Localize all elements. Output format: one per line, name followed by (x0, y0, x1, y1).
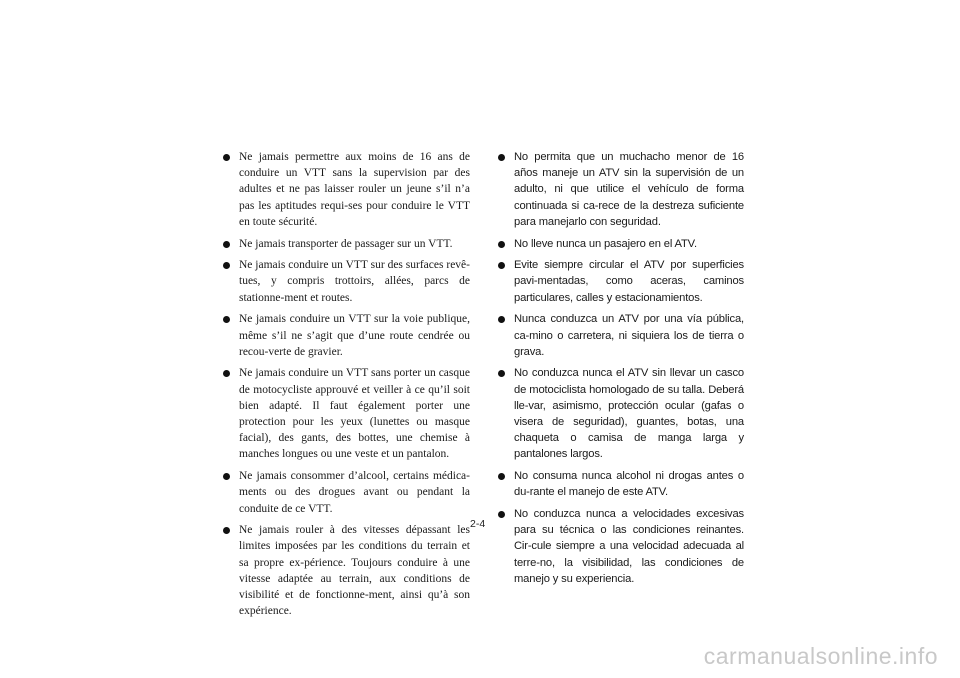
list-item-text: No conduzca nunca el ATV sin llevar un casco de motociclista homologado de su talla. Deberá lle-var, asimismo, protección ocular (gafas o visera de seguridad), guantes, botas, una chaqueta o camisa de manga larga y pantalones largos. (514, 367, 744, 461)
list-item (497, 365, 744, 462)
watermark: carmanualsonline.info (703, 643, 938, 669)
bullet-icon (223, 262, 230, 269)
bullet-icon (498, 241, 505, 248)
list-item-text: Ne jamais permettre aux moins de 16 ans de conduire un VTT sans la supervision par des adultes et ne pas laisser rouler un jeune s’il n’a pas les aptitudes requi-ses pour conduire le VTT en toute sécurité. (239, 151, 470, 228)
list-item (222, 365, 470, 462)
list-item-text: No consuma nunca alcohol ni drogas antes o du-rante el manejo de este ATV. (514, 470, 744, 499)
list-item (222, 149, 470, 230)
list-item-text: No lleve nunca un pasajero en el ATV. (514, 237, 697, 250)
list-item-text: Ne jamais conduire un VTT sur la voie publique, même s’il ne s’agit que d’une route cendrée ou recou-verte de gravier. (239, 313, 470, 358)
french-column (222, 149, 470, 625)
list-item-text: No permita que un muchacho menor de 16 años maneje un ATV sin la supervisión de un adulto, ni que utilice el vehículo de forma continuada si ca-rece de la destreza suficiente para manejarlo con seguridad. (514, 151, 744, 228)
list-item (497, 257, 744, 306)
list-item-text: Evite siempre circular el ATV por superficies pavi-mentadas, como aceras, caminos particulares, calles y estacionamientos. (514, 259, 744, 304)
list-item (497, 506, 744, 587)
list-item (222, 311, 470, 360)
list-item-text: Ne jamais rouler à des vitesses dépassant les limites imposées par les conditions du terrain et sa propre ex-périence. Toujours conduire à une vitesse adaptée au terrain, aux conditions de visibilité et de fonctionne-ment, ainsi qu’à son expérience. (239, 524, 470, 618)
list-item-text: No conduzca nunca a velocidades excesivas para su técnica o las condiciones reinantes. Cir-cule siempre a una velocidad adecuada al terre-no, la visibilidad, las condiciones de manejo y su experiencia. (514, 508, 744, 585)
list-item-text: Ne jamais consommer d’alcool, certains médica-ments ou des drogues avant ou pendant la conduite de ce VTT. (239, 470, 470, 515)
list-item (222, 468, 470, 517)
page-number: 2-4 (470, 518, 486, 530)
list-item (222, 236, 470, 252)
bullet-icon (498, 316, 505, 323)
list-item (497, 236, 744, 252)
list-item-text: Ne jamais conduire un VTT sur des surfaces revê-tues, y compris trottoirs, allées, parcs de stationne-ment et routes. (239, 259, 470, 304)
bullet-icon (498, 473, 505, 480)
bullet-icon (223, 241, 230, 248)
list-item-text: Ne jamais conduire un VTT sans porter un casque de motocycliste approuvé et veiller à ce qu’il soit bien adapté. Il faut également porter une protection pour les yeux (lunettes ou masque facial), des gants, des bottes, une chemise à manches longues ou une veste et un pantalon. (239, 367, 470, 461)
bullet-icon (223, 473, 230, 480)
spanish-column (497, 149, 744, 593)
bullet-icon (223, 316, 230, 323)
bullet-icon (223, 154, 230, 161)
bullet-icon (498, 370, 505, 377)
bullet-icon (498, 154, 505, 161)
bullet-icon (498, 262, 505, 269)
bullet-icon (223, 370, 230, 377)
list-item (497, 149, 744, 230)
list-item (497, 311, 744, 360)
list-item (497, 468, 744, 500)
bullet-icon (498, 511, 505, 518)
list-item-text: Nunca conduzca un ATV por una vía pública, ca-mino o carretera, ni siquiera los de tierra o grava. (514, 313, 744, 358)
list-item (222, 257, 470, 306)
list-item (222, 522, 470, 619)
bullet-icon (223, 527, 230, 534)
list-item-text: Ne jamais transporter de passager sur un VTT. (239, 237, 453, 250)
